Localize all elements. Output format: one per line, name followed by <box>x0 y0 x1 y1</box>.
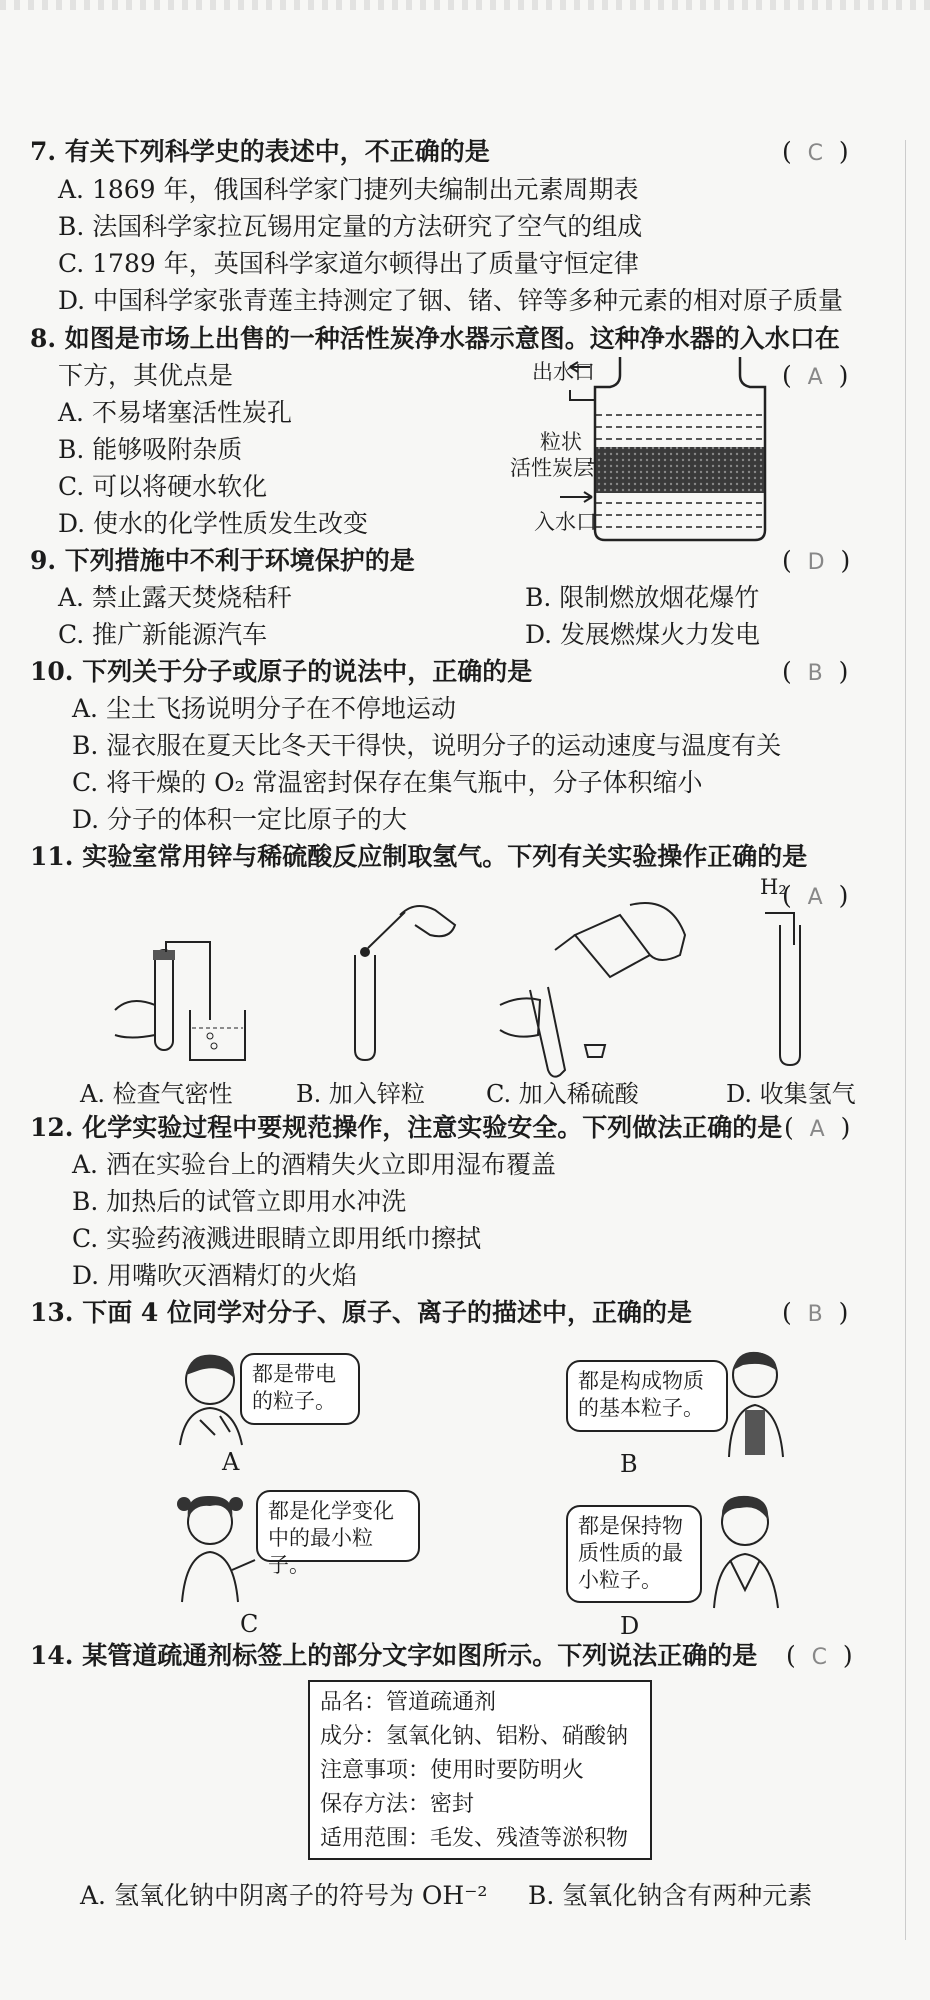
add-acid-figure <box>500 895 690 1065</box>
label-line-ingredients: 成分：氢氧化钠、铝粉、硝酸钠 <box>320 1724 629 1749</box>
label-line-name: 品名：管道疏通剂 <box>320 1690 497 1715</box>
inlet-label: 入水口 <box>534 510 597 534</box>
q9-option-d: D. 发展燃煤火力发电 <box>525 620 761 649</box>
q11-caption-d: D. 收集氢气 <box>726 1080 856 1108</box>
q9-answer: ( D ) <box>782 546 851 575</box>
label-line-usage: 适用范围：毛发、残渣等淤积物 <box>320 1826 629 1851</box>
q10-option-a: A. 尘土飞扬说明分子在不停地运动 <box>72 694 456 723</box>
student-c-figure <box>170 1490 260 1605</box>
student-d-figure <box>700 1490 790 1610</box>
bubble-d-line1: 都是保持物 <box>578 1514 683 1538</box>
bubble-a-line2: 的粒子。 <box>252 1389 336 1413</box>
q10-answer-letter: B <box>807 661 823 686</box>
q7-option-a: A. 1869 年，俄国科学家门捷列夫编制出元素周期表 <box>58 175 639 204</box>
bubble-a-line1: 都是带电 <box>252 1362 336 1386</box>
q12-stem: 12. 化学实验过程中要规范操作，注意实验安全。下列做法正确的是 <box>30 1113 783 1142</box>
q12-option-c: C. 实验药液溅进眼睛立即用纸巾擦拭 <box>72 1224 482 1253</box>
q10-answer: ( B ) <box>782 657 849 686</box>
q8-answer: ( A ) <box>782 361 849 390</box>
product-label-box <box>308 1680 652 1860</box>
scan-edge-artifact <box>0 0 930 10</box>
q9-stem: 9. 下列措施中不利于环境保护的是 <box>30 546 415 575</box>
q8-option-a: A. 不易堵塞活性炭孔 <box>58 398 292 427</box>
student-c-label: C <box>240 1610 259 1638</box>
q11-stem: 11. 实验室常用锌与稀硫酸反应制取氢气。下列有关实验操作正确的是 <box>30 842 808 871</box>
q9-option-b: B. 限制燃放烟花爆竹 <box>525 583 760 612</box>
q12-option-d: D. 用嘴吹灭酒精灯的火焰 <box>72 1261 358 1290</box>
q12-answer: ( A ) <box>784 1113 851 1142</box>
q11-caption-a: A. 检查气密性 <box>80 1080 233 1108</box>
q12-option-b: B. 加热后的试管立即用水冲洗 <box>72 1187 407 1216</box>
speech-bubble-b <box>566 1360 728 1432</box>
carbon-layer-label-2: 活性炭层 <box>510 456 594 480</box>
q13-stem: 13. 下面 4 位同学对分子、原子、离子的描述中，正确的是 <box>30 1298 693 1327</box>
q10-option-c: C. 将干燥的 O₂ 常温密封保存在集气瓶中，分子体积缩小 <box>72 768 703 797</box>
bubble-d-line2: 质性质的最 <box>578 1541 683 1565</box>
q12-option-a: A. 洒在实验台上的酒精失火立即用湿布覆盖 <box>72 1150 556 1179</box>
speech-bubble-a <box>240 1353 360 1425</box>
q8-stem-line1: 8. 如图是市场上出售的一种活性炭净水器示意图。这种净水器的入水口在 <box>30 324 840 353</box>
bubble-c-line1: 都是化学变化 <box>268 1499 394 1523</box>
bubble-c-line2: 中的最小粒子。 <box>268 1526 373 1577</box>
bubble-b-line1: 都是构成物质 <box>578 1369 704 1393</box>
student-b-figure <box>715 1345 795 1460</box>
q7-answer-letter: C <box>807 141 824 166</box>
h2-label: H₂ <box>760 875 787 899</box>
q8-option-c: C. 可以将硬水软化 <box>58 472 268 501</box>
q8-option-b: B. 能够吸附杂质 <box>58 435 243 464</box>
q7-option-b: B. 法国科学家拉瓦锡用定量的方法研究了空气的组成 <box>58 212 643 241</box>
page-margin-line <box>905 140 906 1940</box>
q11-answer-letter: A <box>807 885 823 910</box>
q9-option-c: C. 推广新能源汽车 <box>58 620 268 649</box>
q11-answer: ( A ) <box>782 881 849 910</box>
q13-answer-letter: B <box>807 1302 823 1327</box>
q7-option-d: D. 中国科学家张青莲主持测定了铟、锗、锌等多种元素的相对原子质量 <box>58 286 844 315</box>
q9-option-a: A. 禁止露天焚烧秸秆 <box>58 583 292 612</box>
bubble-d-line3: 小粒子。 <box>578 1568 662 1592</box>
q14-answer-letter: C <box>811 1645 828 1670</box>
q11-caption-b: B. 加入锌粒 <box>296 1080 425 1108</box>
speech-bubble-d <box>566 1505 702 1603</box>
q14-option-b: B. 氢氧化钠含有两种元素 <box>528 1881 813 1910</box>
q7-answer: ( C ) <box>782 137 849 166</box>
student-a-label: A <box>222 1448 240 1476</box>
add-zinc-figure <box>330 900 460 1060</box>
q12-answer-letter: A <box>809 1117 825 1142</box>
q10-stem: 10. 下列关于分子或原子的说法中，正确的是 <box>30 657 533 686</box>
q14-stem: 14. 某管道疏通剂标签上的部分文字如图所示。下列说法正确的是 <box>30 1641 758 1670</box>
airtightness-check-figure <box>110 940 250 1065</box>
carbon-layer-label-1: 粒状 <box>540 430 582 454</box>
q14-answer: ( C ) <box>786 1641 853 1670</box>
outlet-label: 出水口 <box>532 360 595 384</box>
q14-option-a: A. 氢氧化钠中阴离子的符号为 OH⁻² <box>80 1881 488 1910</box>
student-a-figure <box>170 1350 250 1450</box>
speech-bubble-c <box>256 1490 420 1577</box>
q8-stem-line2: 下方，其优点是 <box>58 361 234 390</box>
student-d-label: D <box>620 1612 640 1640</box>
collect-hydrogen-figure <box>760 905 830 1065</box>
q9-answer-letter: D <box>807 550 825 575</box>
q10-option-d: D. 分子的体积一定比原子的大 <box>72 805 408 834</box>
q8-answer-letter: A <box>807 365 823 390</box>
q8-option-d: D. 使水的化学性质发生改变 <box>58 509 369 538</box>
q11-caption-c: C. 加入稀硫酸 <box>486 1080 639 1108</box>
q7-option-c: C. 1789 年，英国科学家道尔顿得出了质量守恒定律 <box>58 249 639 278</box>
q7-stem: 7. 有关下列科学史的表述中，不正确的是 <box>30 137 490 166</box>
student-b-label: B <box>620 1450 638 1478</box>
bubble-b-line2: 的基本粒子。 <box>578 1396 704 1420</box>
label-line-caution: 注意事项：使用时要防明火 <box>320 1758 585 1783</box>
label-line-storage: 保存方法：密封 <box>320 1792 475 1817</box>
q10-option-b: B. 湿衣服在夏天比冬天干得快，说明分子的运动速度与温度有关 <box>72 731 782 760</box>
q13-answer: ( B ) <box>782 1298 849 1327</box>
